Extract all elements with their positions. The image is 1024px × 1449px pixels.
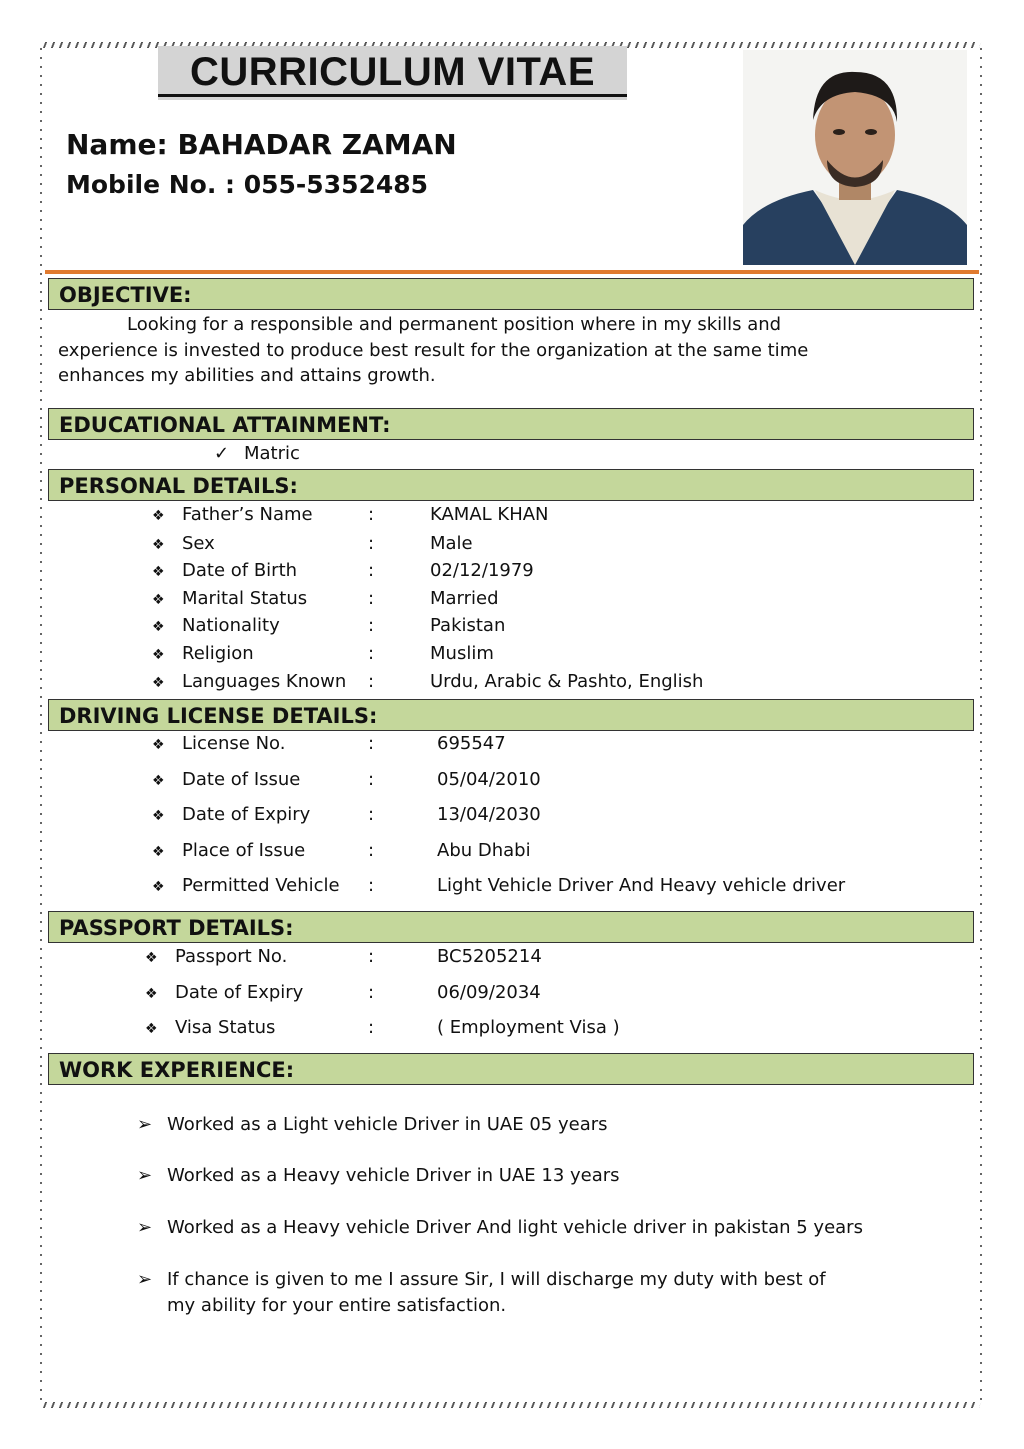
bullet-diamond-icon: ❖ bbox=[152, 508, 165, 524]
detail-label: Date of Birth bbox=[182, 560, 298, 581]
detail-value: KAMAL KHAN bbox=[430, 504, 549, 525]
bullet-diamond-icon: ❖ bbox=[152, 808, 165, 824]
detail-colon: : bbox=[368, 946, 375, 967]
bullet-diamond-icon: ❖ bbox=[152, 619, 165, 635]
detail-value: Abu Dhabi bbox=[437, 840, 531, 861]
detail-colon: : bbox=[368, 982, 375, 1003]
section-driving-license: DRIVING LICENSE DETAILS: bbox=[48, 699, 974, 731]
detail-label: Date of Issue bbox=[182, 769, 301, 790]
detail-colon: : bbox=[368, 643, 375, 664]
detail-value: Muslim bbox=[430, 643, 494, 664]
check-icon: ✓ bbox=[214, 443, 230, 464]
section-education: EDUCATIONAL ATTAINMENT: bbox=[48, 408, 974, 440]
detail-value: Male bbox=[430, 533, 473, 554]
arrow-bullet-icon: ➢ bbox=[137, 1217, 153, 1238]
detail-label: Date of Expiry bbox=[182, 804, 311, 825]
title-underline bbox=[158, 94, 627, 97]
detail-label: Permitted Vehicle bbox=[182, 875, 340, 896]
objective-line: enhances my abilities and attains growth. bbox=[58, 365, 436, 386]
bullet-diamond-icon: ❖ bbox=[152, 564, 165, 580]
header-divider bbox=[45, 270, 979, 274]
bullet-diamond-icon: ❖ bbox=[152, 879, 165, 895]
arrow-bullet-icon: ➢ bbox=[137, 1114, 153, 1135]
detail-label: Place of Issue bbox=[182, 840, 306, 861]
detail-label: Sex bbox=[182, 533, 215, 554]
section-personal-details: PERSONAL DETAILS: bbox=[48, 469, 974, 501]
page-border-right bbox=[980, 48, 982, 1402]
candidate-name: Name: BAHADAR ZAMAN bbox=[66, 128, 457, 161]
detail-value: ( Employment Visa ) bbox=[437, 1017, 620, 1038]
detail-value: 05/04/2010 bbox=[437, 769, 541, 790]
work-item: Worked as a Light vehicle Driver in UAE 05 years bbox=[167, 1114, 608, 1135]
candidate-mobile: Mobile No. : 055-5352485 bbox=[66, 170, 429, 199]
detail-label: Passport No. bbox=[175, 946, 288, 967]
detail-value: Married bbox=[430, 588, 499, 609]
bullet-diamond-icon: ❖ bbox=[145, 986, 158, 1002]
bullet-diamond-icon: ❖ bbox=[152, 773, 165, 789]
detail-colon: : bbox=[368, 533, 375, 554]
bullet-diamond-icon: ❖ bbox=[152, 592, 165, 608]
arrow-bullet-icon: ➢ bbox=[137, 1165, 153, 1186]
bullet-diamond-icon: ❖ bbox=[152, 537, 165, 553]
detail-value: BC5205214 bbox=[437, 946, 542, 967]
education-item: Matric bbox=[244, 443, 300, 464]
bullet-diamond-icon: ❖ bbox=[145, 1021, 158, 1037]
detail-label: Visa Status bbox=[175, 1017, 276, 1038]
detail-colon: : bbox=[368, 560, 375, 581]
detail-value: 13/04/2030 bbox=[437, 804, 541, 825]
detail-label: Languages Known bbox=[182, 671, 347, 692]
bullet-diamond-icon: ❖ bbox=[152, 737, 165, 753]
detail-label: Religion bbox=[182, 643, 254, 664]
bullet-diamond-icon: ❖ bbox=[152, 844, 165, 860]
detail-label: Marital Status bbox=[182, 588, 308, 609]
detail-colon: : bbox=[368, 875, 375, 896]
detail-colon: : bbox=[368, 1017, 375, 1038]
detail-value: Urdu, Arabic & Pashto, English bbox=[430, 671, 704, 692]
detail-colon: : bbox=[368, 769, 375, 790]
arrow-bullet-icon: ➢ bbox=[137, 1269, 153, 1290]
work-item: Worked as a Heavy vehicle Driver in UAE 13 years bbox=[167, 1165, 620, 1186]
detail-label: Father’s Name bbox=[182, 504, 313, 525]
profile-photo bbox=[743, 50, 967, 265]
detail-label: License No. bbox=[182, 733, 286, 754]
detail-label: Nationality bbox=[182, 615, 280, 636]
document-title: CURRICULUM VITAE bbox=[158, 46, 627, 100]
objective-line: experience is invested to produce best result for the organization at the same time bbox=[58, 340, 809, 361]
work-item: my ability for your entire satisfaction. bbox=[167, 1295, 507, 1316]
detail-colon: : bbox=[368, 804, 375, 825]
page-border-left bbox=[40, 48, 42, 1402]
detail-label: Date of Expiry bbox=[175, 982, 304, 1003]
detail-value: 02/12/1979 bbox=[430, 560, 534, 581]
bullet-diamond-icon: ❖ bbox=[145, 950, 158, 966]
detail-colon: : bbox=[368, 840, 375, 861]
detail-colon: : bbox=[368, 504, 375, 525]
detail-colon: : bbox=[368, 588, 375, 609]
detail-value: 695547 bbox=[437, 733, 506, 754]
detail-colon: : bbox=[368, 733, 375, 754]
bullet-diamond-icon: ❖ bbox=[152, 647, 165, 663]
section-passport: PASSPORT DETAILS: bbox=[48, 911, 974, 943]
work-item: If chance is given to me I assure Sir, I will discharge my duty with best of bbox=[167, 1269, 826, 1290]
detail-value: 06/09/2034 bbox=[437, 982, 541, 1003]
section-work-experience: WORK EXPERIENCE: bbox=[48, 1053, 974, 1085]
bullet-diamond-icon: ❖ bbox=[152, 675, 165, 691]
objective-line: Looking for a responsible and permanent position where in my skills and bbox=[127, 314, 782, 335]
detail-colon: : bbox=[368, 615, 375, 636]
work-item: Worked as a Heavy vehicle Driver And light vehicle driver in pakistan 5 years bbox=[167, 1217, 863, 1238]
detail-colon: : bbox=[368, 671, 375, 692]
detail-value: Light Vehicle Driver And Heavy vehicle driver bbox=[437, 875, 846, 896]
page-border-bottom bbox=[43, 1402, 981, 1408]
detail-value: Pakistan bbox=[430, 615, 506, 636]
section-objective: OBJECTIVE: bbox=[48, 278, 974, 310]
